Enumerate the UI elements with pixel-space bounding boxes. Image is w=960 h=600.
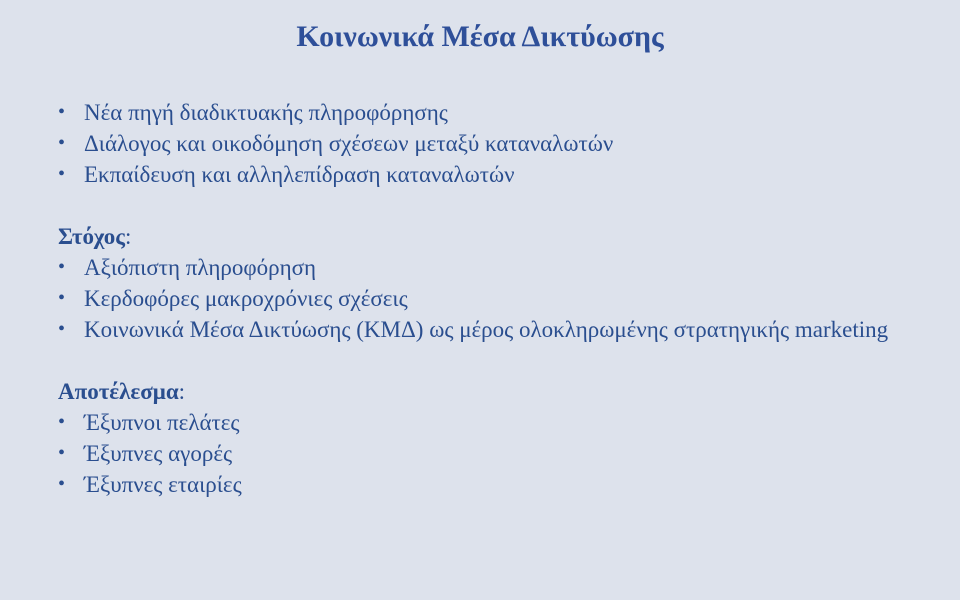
list-item: • Έξυπνες εταιρίες (58, 469, 938, 500)
intro-list (58, 97, 938, 190)
bullet-icon: • (58, 163, 66, 185)
goal-list (58, 252, 938, 345)
goal-heading: Στόχος: (58, 224, 132, 249)
list-item: • Κοινωνικά Μέσα Δικτύωσης (ΚΜΔ) ως μέρος ολοκληρωμένης στρατηγικής marketing (58, 314, 938, 345)
list-item: • Έξυπνοι πελάτες (58, 407, 938, 438)
bullet-icon: • (58, 318, 66, 340)
slide-content (58, 97, 938, 500)
result-list (58, 407, 938, 500)
list-item: • Κερδοφόρες μακροχρόνιες σχέσεις (58, 283, 938, 314)
bullet-icon: • (58, 101, 66, 123)
bullet-icon: • (58, 473, 66, 495)
list-item: • Έξυπνες αγορές (58, 438, 938, 469)
bullet-icon: • (58, 287, 66, 309)
bullet-icon: • (58, 132, 66, 154)
list-item: • Εκπαίδευση και αλληλεπίδραση καταναλωτών (58, 159, 938, 190)
list-item: • Διάλογος και οικοδόμηση σχέσεων μεταξύ καταναλωτών (58, 128, 938, 159)
list-item: • Αξιόπιστη πληροφόρηση (58, 252, 938, 283)
bullet-icon: • (58, 442, 66, 464)
bullet-icon: • (58, 411, 66, 433)
bullet-icon: • (58, 256, 66, 278)
result-heading: Αποτέλεσμα: (58, 379, 186, 404)
list-item: • Νέα πηγή διαδικτυακής πληροφόρησης (58, 97, 938, 128)
slide-title: Κοινωνικά Μέσα Δικτύωσης (296, 20, 664, 53)
